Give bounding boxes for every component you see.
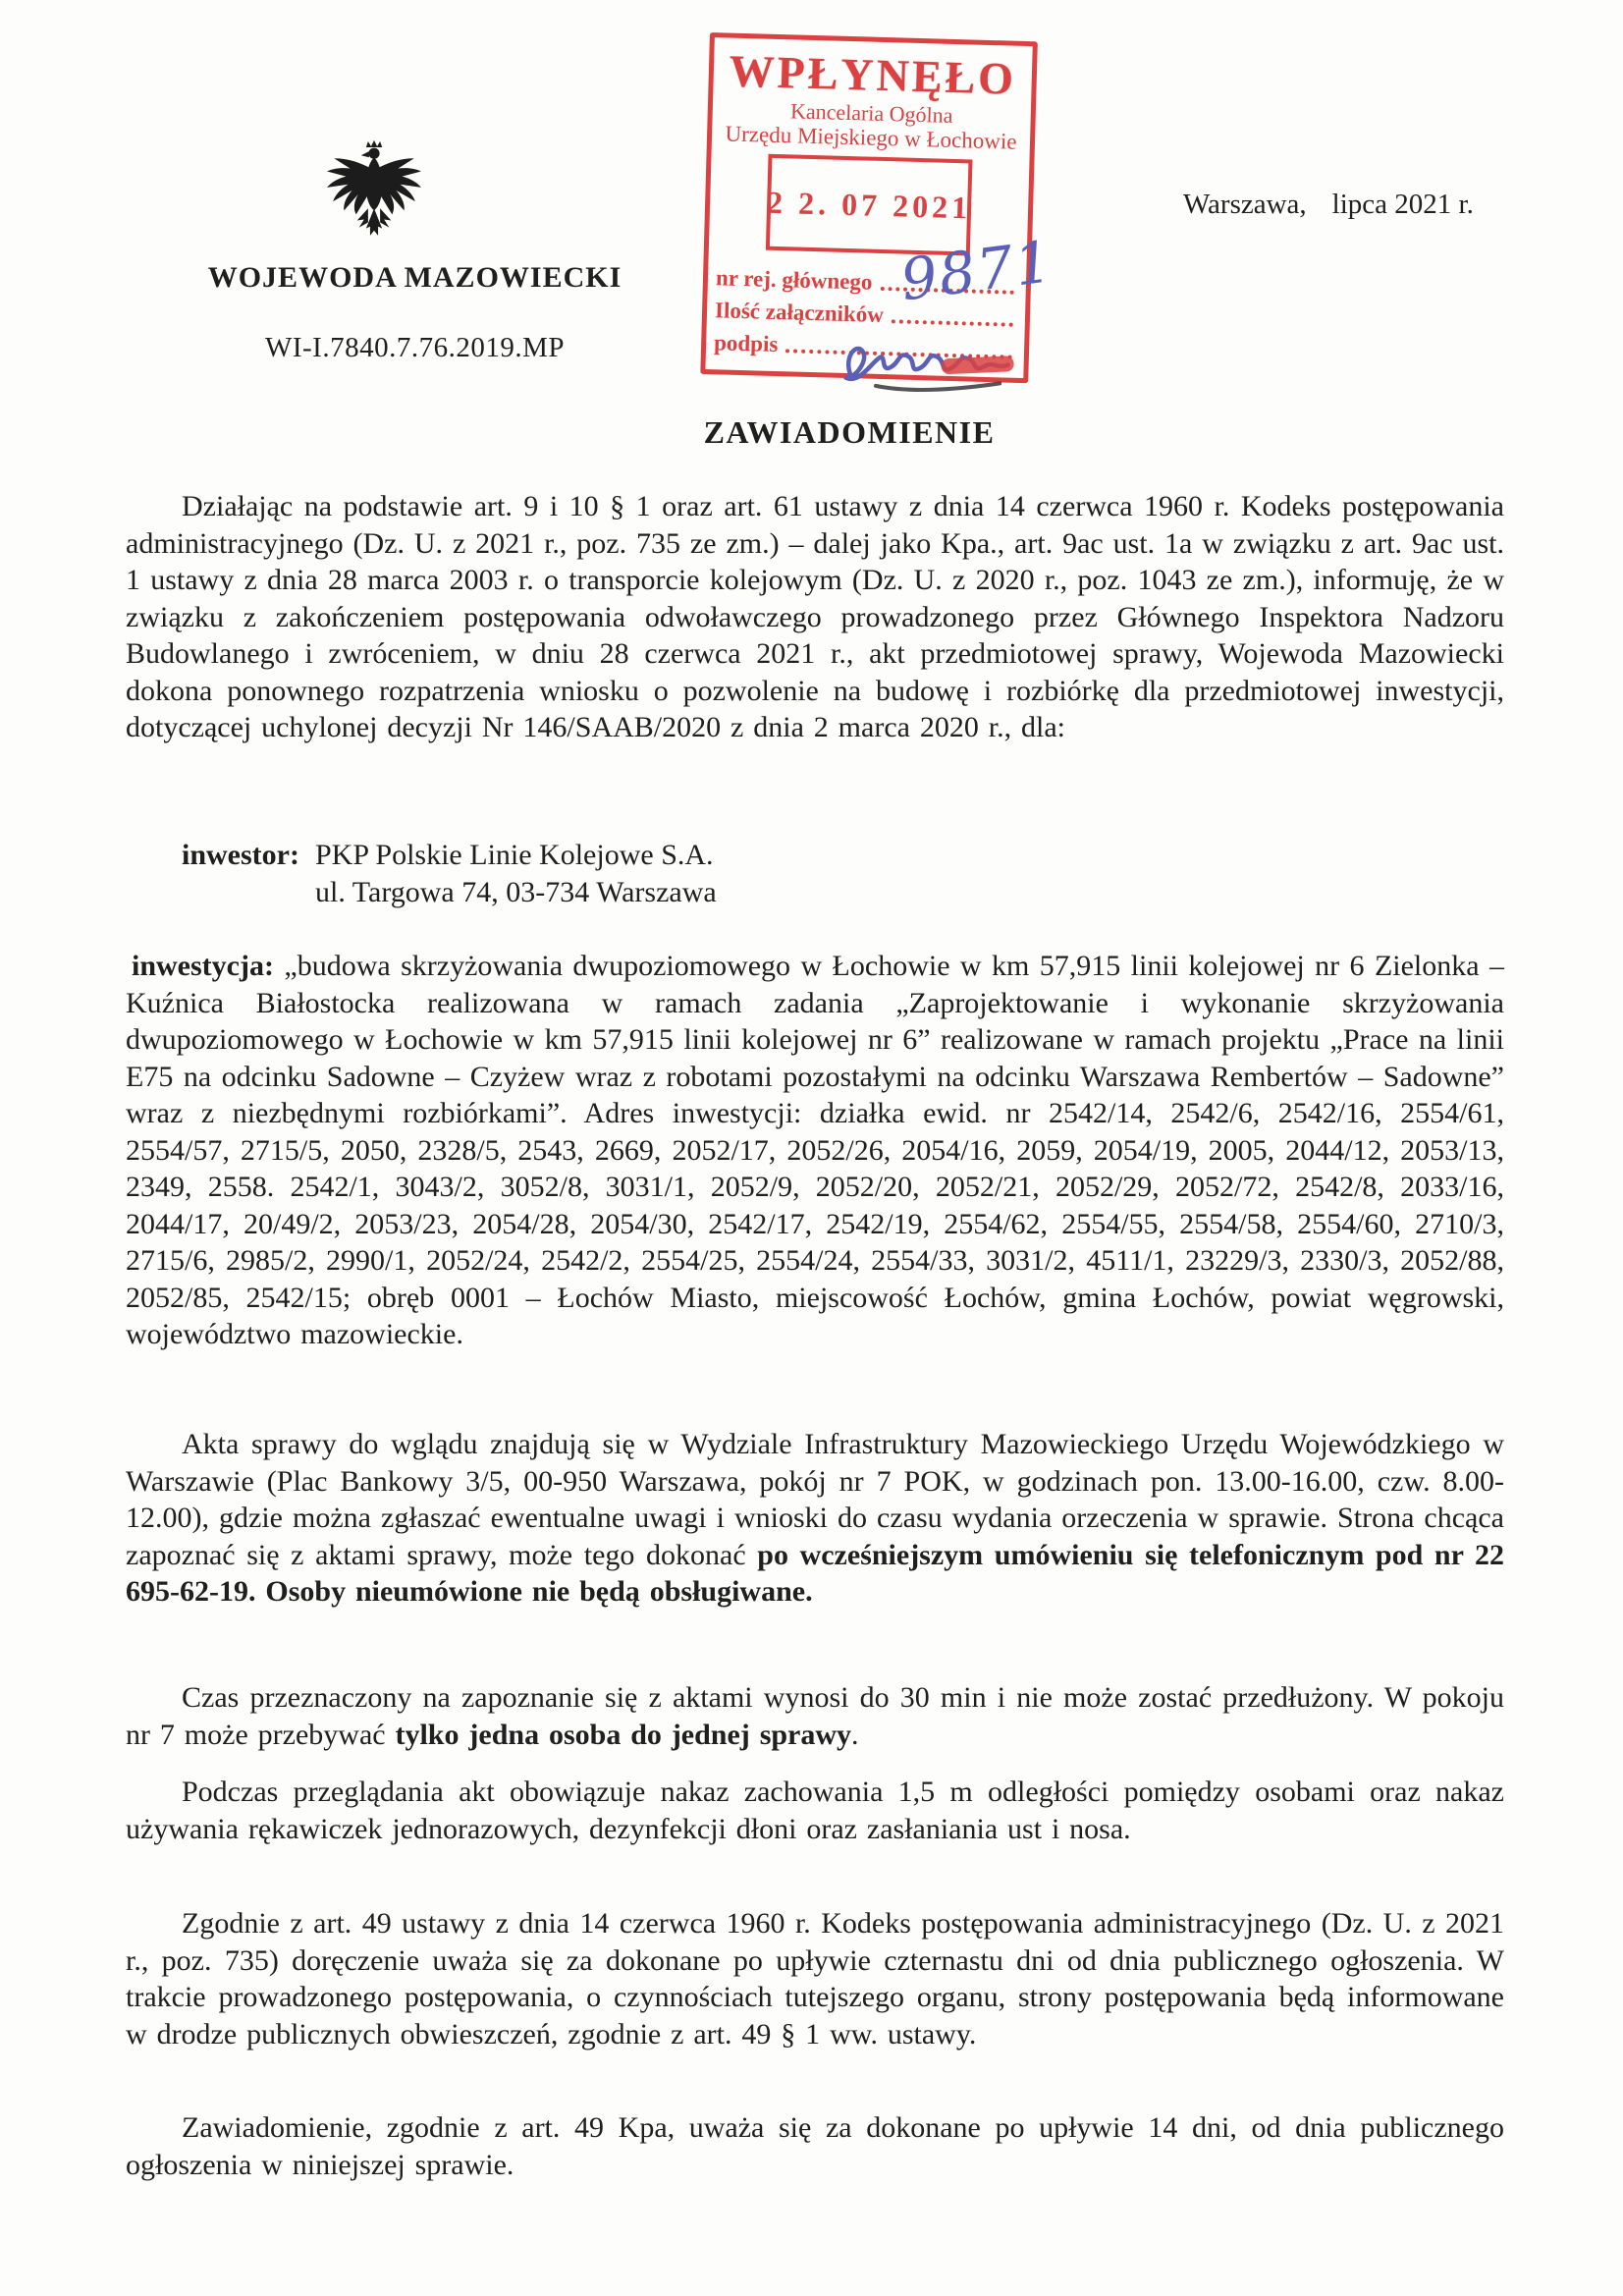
place-text: Warszawa, [1183, 189, 1307, 220]
stamp-received-date: 2 2. 07 2021 [766, 184, 972, 225]
effective-rule-text: Zawiadomienie, zgodnie z art. 49 Kpa, uważa się za dokonane po upływie 14 dni, od dnia publicznego ogłoszenia w niniejszej sprawie. [126, 2111, 1504, 2181]
eagle-icon [324, 136, 424, 253]
paragraph-effective-rule [126, 2109, 1504, 2183]
stamp-office-line2: Urzędu Miejskiego w Łochowie [725, 121, 1017, 154]
time-limit-period: . [851, 1718, 859, 1751]
paragraph-delivery-rule [126, 1905, 1504, 2052]
stamp-registry-label: nr rej. głównego [715, 265, 873, 295]
investment-label: inwestycja: [132, 950, 274, 982]
paragraph-covid-rules [126, 1774, 1504, 1847]
case-access-text: Akta sprawy do wglądu znajdują się w Wydziale Infrastruktury Mazowieckiego Urzędu Wojewódzkiego w Warszawie (Plac Bankowy 3/5, 00-950 Warszawa, pokój nr 7 POK, w godzinach pon. 13.00-16.00, czw. 8.00-12.00), gdzie można zgłaszać ewentualne uwagi i wnioski do czasu wydania orzeczenia w sprawie. Strona chcąca zapoznać się z aktami sprawy, może tego dokonać [126, 1428, 1504, 1571]
place-and-date [1183, 189, 1474, 221]
delivery-rule-text: Zgodnie z art. 49 ustawy z dnia 14 czerwca 1960 r. Kodeks postępowania administracyjnego (Dz. U. z 2021 r., poz. 735) doręczenie uważa się za dokonane po upływie czternastu dni od dnia publicznego ogłoszenia. W trakcie prowadzonego postępowania, o czynnościach tutejszego organu, strony postępowania będą informowane w drodze publicznych obwieszczeń, zgodnie z art. 49 § 1 ww. ustawy. [126, 1907, 1504, 2050]
investor-name: PKP Polskie Linie Kolejowe S.A. [314, 839, 714, 871]
stamp-attachments-label: Ilość załączników [714, 298, 885, 328]
time-limit-text: Czas przeznaczony na zapoznanie się z aktami wynosi do 30 min i nie może zostać przedłużony. W pokoju nr 7 może przebywać [126, 1681, 1504, 1751]
case-access-bold-text: po wcześniejszym umówieniu się telefonicznym pod nr 22 695-62-19. Osoby nieumówione nie będą obsługiwane. [126, 1538, 1504, 1608]
covid-rules-text: Podczas przeglądania akt obowiązuje nakaz zachowania 1,5 m odległości pomiędzy osobami oraz nakaz używania rękawiczek jednorazowych, dezynfekcji dłoni oraz zasłaniania ust i nosa. [126, 1776, 1504, 1845]
investor-label: inwestor: [182, 839, 299, 871]
investor-address: ul. Targowa 74, 03-734 Warszawa [314, 876, 717, 908]
case-number: WI-I.7840.7.76.2019.MP [264, 332, 565, 363]
time-limit-bold-text: tylko jedna osoba do jednej sprawy [395, 1718, 852, 1751]
stamp-ink-smudge [941, 355, 1014, 374]
paragraph-case-access [126, 1426, 1504, 1611]
intake-stamp [700, 32, 1057, 383]
sender-office-name: WOJEWODA MAZOWIECKI [207, 261, 622, 294]
paragraph-investment [126, 948, 1504, 1353]
stamp-signature-label: podpis [713, 330, 779, 357]
date-text: lipca 2021 r. [1331, 189, 1474, 220]
stamp-date-box [766, 154, 973, 256]
document-title: ZAWIADOMIENIE [703, 414, 996, 450]
stamp-received-label: WPŁYNĘŁO [729, 45, 1017, 104]
dotted-leader [892, 319, 1013, 326]
legal-basis-text: Działając na podstawie art. 9 i 10 § 1 oraz art. 61 ustawy z dnia 14 czerwca 1960 r. Kodeks postępowania administracyjnego (Dz. U. z 2021 r., poz. 735 ze zm.) – dalej jako Kpa., art. 9ac ust. 1a w związku z art. 9ac ust. 1 ustawy z dnia 28 marca 2003 r. o transporcie kolejowym (Dz. U. z 2020 r., poz. 1043 ze zm.), informuję, że w związku z zakończeniem postępowania odwoławczego prowadzonego przez Głównego Inspektora Nadzoru Budowlanego i zwróceniem, w dniu 28 czerwca 2021 r., akt przedmiotowej sprawy, Wojewoda Mazowiecki dokona ponownego rozpatrzenia wniosku o pozwolenie na budowę i rozbiórkę dla przedmiotowej inwestycji, dotyczącej uchylonej decyzji Nr 146/SAAB/2020 z dnia 2 marca 2020 r., dla: [126, 490, 1504, 743]
investor-block [182, 837, 717, 911]
handwritten-registry-number: 9871 [896, 227, 1057, 314]
stamp-office-line1: Kancelaria Ogólna [789, 98, 953, 128]
polish-eagle-emblem [324, 136, 424, 253]
investor-details [315, 837, 717, 911]
paragraph-legal-basis [126, 488, 1504, 746]
investment-description: „budowa skrzyżowania dwupoziomowego w Łochowie w km 57,915 linii kolejowej nr 6 Zielonka – Kuźnica Białostocka realizowana w ramach zadania „Zaprojektowanie i wykonanie skrzyżowania dwupoziomowego w Łochowie w km 57,915 linii kolejowej nr 6” realizowane w ramach projektu „Prace na linii E75 na odcinku Sadowne – Czyżew wraz z robotami pozostałymi na odcinku Warszawa Rembertów – Sadowne” wraz z niezbędnymi rozbiórkami”. Adres inwestycji: działka ewid. nr 2542/14, 2542/6, 2542/16, 2554/61, 2554/57, 2715/5, 2050, 2328/5, 2543, 2669, 2052/17, 2052/26, 2054/16, 2059, 2054/19, 2005, 2044/12, 2053/13, 2349, 2558. 2542/1, 3043/2, 3052/8, 3031/1, 2052/9, 2052/20, 2052/21, 2052/29, 2052/72, 2542/8, 2033/16, 2044/17, 20/49/2, 2053/23, 2054/28, 2054/30, 2542/17, 2542/19, 2554/62, 2554/55, 2554/58, 2554/60, 2710/3, 2715/6, 2985/2, 2990/1, 2052/24, 2542/2, 2554/25, 2554/24, 2554/33, 3031/2, 4511/1, 23229/3, 2330/3, 2052/88, 2052/85, 2542/15; obręb 0001 – Łochów Miasto, miejscowość Łochów, gmina Łochów, powiat węgrowski, województwo mazowieckie. [126, 950, 1504, 1350]
paragraph-time-limit [126, 1679, 1504, 1753]
